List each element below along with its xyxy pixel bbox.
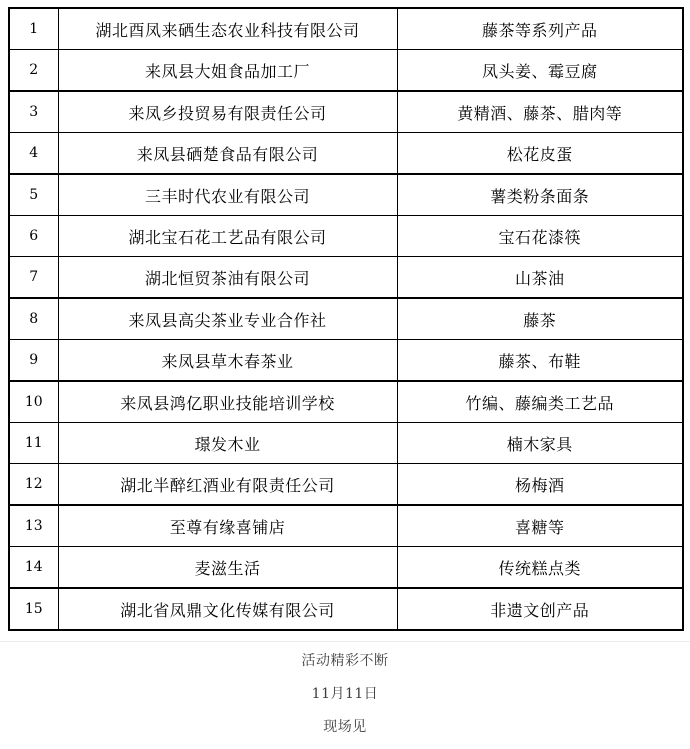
products-cell: 竹编、藤编类工艺品	[397, 381, 683, 423]
company-name-cell: 来凤县硒楚食品有限公司	[58, 133, 397, 175]
table-row	[9, 91, 683, 133]
row-number-cell: 3	[9, 91, 58, 133]
company-name-cell: 来凤县鸿亿职业技能培训学校	[58, 381, 397, 423]
products-cell: 薯类粉条面条	[397, 174, 683, 216]
row-number-cell: 13	[9, 505, 58, 547]
company-name-cell: 璟发木业	[58, 423, 397, 464]
table-row	[9, 340, 683, 382]
row-number-cell: 4	[9, 133, 58, 175]
table-row	[9, 547, 683, 589]
company-name-cell: 来凤乡投贸易有限责任公司	[58, 91, 397, 133]
products-cell: 非遗文创产品	[397, 588, 683, 630]
table-row	[9, 381, 683, 423]
products-cell: 传统糕点类	[397, 547, 683, 589]
row-number-cell: 1	[9, 8, 58, 50]
table-row	[9, 298, 683, 340]
table-row	[9, 257, 683, 299]
table-row	[9, 174, 683, 216]
row-number-cell: 10	[9, 381, 58, 423]
row-number-cell: 11	[9, 423, 58, 464]
company-name-cell: 湖北省凤鼎文化传媒有限公司	[58, 588, 397, 630]
footer-line-see-you: 现场见	[323, 719, 367, 735]
company-name-cell: 湖北恒贸茶油有限公司	[58, 257, 397, 299]
footer-line-activities: 活动精彩不断	[301, 653, 389, 669]
table-row	[9, 505, 683, 547]
products-cell: 凤头姜、霉豆腐	[397, 50, 683, 92]
products-cell: 藤茶等系列产品	[397, 8, 683, 50]
table-row	[9, 133, 683, 175]
products-cell: 楠木家具	[397, 423, 683, 464]
table-row	[9, 464, 683, 506]
row-number-cell: 9	[9, 340, 58, 382]
company-name-cell: 湖北宝石花工艺品有限公司	[58, 216, 397, 257]
footer-line-date: 11月11日	[311, 686, 379, 702]
products-cell: 山茶油	[397, 257, 683, 299]
company-name-cell: 湖北酉凤来硒生态农业科技有限公司	[58, 8, 397, 50]
company-name-cell: 麦滋生活	[58, 547, 397, 589]
exhibitor-table	[8, 7, 684, 631]
company-name-cell: 至尊有缘喜铺店	[58, 505, 397, 547]
footer	[0, 645, 690, 744]
row-number-cell: 7	[9, 257, 58, 299]
row-number-cell: 6	[9, 216, 58, 257]
table-row	[9, 8, 683, 50]
company-name-cell: 三丰时代农业有限公司	[58, 174, 397, 216]
products-cell: 黄精酒、藤茶、腊肉等	[397, 91, 683, 133]
row-number-cell: 15	[9, 588, 58, 630]
products-cell: 藤茶	[397, 298, 683, 340]
company-name-cell: 来凤县大姐食品加工厂	[58, 50, 397, 92]
products-cell: 宝石花漆筷	[397, 216, 683, 257]
row-number-cell: 5	[9, 174, 58, 216]
row-number-cell: 12	[9, 464, 58, 506]
table-row	[9, 423, 683, 464]
section-divider	[0, 641, 690, 642]
row-number-cell: 8	[9, 298, 58, 340]
row-number-cell: 14	[9, 547, 58, 589]
table-row	[9, 588, 683, 630]
products-cell: 藤茶、布鞋	[397, 340, 683, 382]
exhibitor-table-body	[9, 8, 683, 630]
products-cell: 喜糖等	[397, 505, 683, 547]
company-name-cell: 来凤县草木春茶业	[58, 340, 397, 382]
products-cell: 杨梅酒	[397, 464, 683, 506]
row-number-cell: 2	[9, 50, 58, 92]
company-name-cell: 来凤县高尖茶业专业合作社	[58, 298, 397, 340]
table-row	[9, 50, 683, 92]
table-row	[9, 216, 683, 257]
products-cell: 松花皮蛋	[397, 133, 683, 175]
company-name-cell: 湖北半醉红酒业有限责任公司	[58, 464, 397, 506]
